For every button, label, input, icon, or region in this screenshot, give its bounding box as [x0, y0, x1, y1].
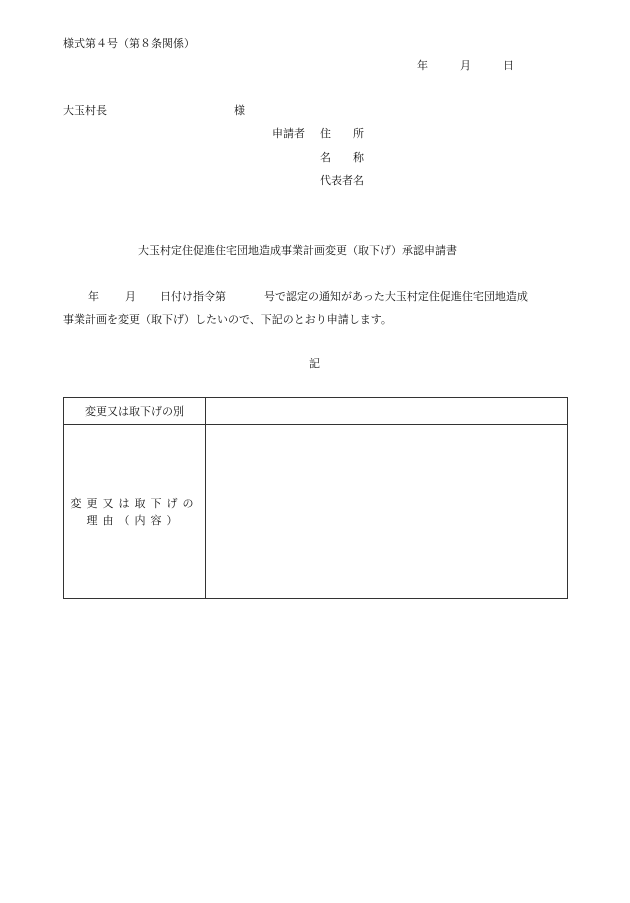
table-row [64, 398, 568, 425]
addressee-name: 大玉村長 [63, 104, 107, 117]
addressee-honorific: 様 [234, 104, 245, 117]
change-reason-label [64, 425, 206, 599]
date-month-label: 月 [460, 59, 471, 72]
date-day-label: 日 [503, 59, 514, 72]
applicant-label: 申請者 [272, 127, 305, 140]
ki-heading: 記 [309, 357, 320, 370]
form-number: 様式第４号（第８条関係） [63, 37, 195, 50]
body-line-1-end: 号で認定の通知があった大玉村定住促進住宅団地造成 [264, 290, 528, 303]
change-reason-label-line2: 理由（内容） [86, 513, 183, 527]
body-order-prefix: 日付け指令第 [160, 290, 226, 303]
applicant-representative-label: 代表者名 [320, 174, 364, 187]
change-reason-label-line1: 変更又は取下げの [70, 496, 199, 510]
date-line [417, 59, 514, 73]
table-row [64, 425, 568, 599]
body-line-2: 事業計画を変更（取下げ）したいので、下記のとおり申請します。 [63, 313, 392, 326]
change-reason-value[interactable] [206, 425, 568, 599]
applicant-name-label: 名 称 [320, 151, 364, 164]
date-year-label: 年 [417, 59, 428, 72]
applicant-address-label: 住 所 [320, 127, 364, 140]
change-type-label: 変更又は取下げの別 [64, 398, 206, 425]
body-month: 月 [125, 290, 136, 303]
body-line-1 [63, 290, 528, 304]
document-title: 大玉村定住促進住宅団地造成事業計画変更（取下げ）承認申請書 [138, 244, 457, 257]
application-table [63, 397, 568, 599]
change-type-value[interactable] [206, 398, 568, 425]
body-year: 年 [88, 290, 99, 303]
